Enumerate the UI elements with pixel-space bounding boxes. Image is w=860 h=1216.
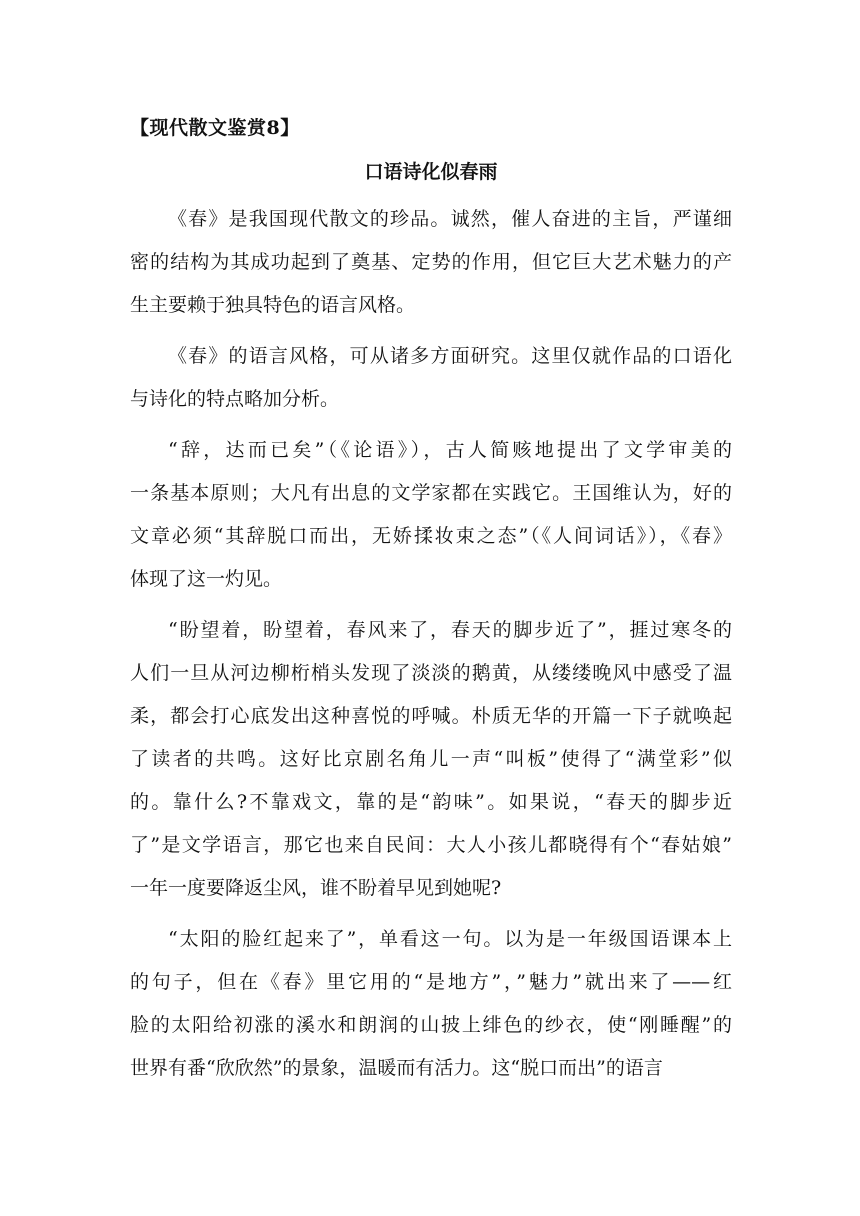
document-body xyxy=(130,108,732,1098)
text-line: 一条基本原则；大凡有出息的文学家都在实践它。王国维认为，好的 xyxy=(130,482,732,504)
article-paragraphs xyxy=(130,198,732,1090)
text-line: 了”是文学语言，那它也来自民间：大人小孩儿都晓得有个“春姑娘” xyxy=(130,834,732,856)
paragraph xyxy=(130,609,732,910)
text-line: “盼望着，盼望着，春风来了，春天的脚步近了”，捱过寒冬的 xyxy=(168,619,732,641)
paragraph xyxy=(130,335,732,421)
text-line: 《春》是我国现代散文的珍品。诚然，催人奋进的主旨，严谨细 xyxy=(168,208,732,230)
text-line: 柔，都会打心底发出这种喜悦的呼喊。朴质无华的开篇一下子就唤起 xyxy=(130,705,732,727)
text-line: 体现了这一灼见。 xyxy=(130,568,283,590)
text-line: 《春》的语言风格，可从诸多方面研究。这里仅就作品的口语化 xyxy=(168,345,732,367)
section-heading: 【现代散文鉴赏8】 xyxy=(130,117,300,139)
text-line: 生主要赖于独具特色的语言风格。 xyxy=(130,294,416,316)
text-line: 文章必须“其辞脱口而出，无娇揉妆束之态”（《人间词话》），《春》 xyxy=(130,525,732,547)
text-line: 人们一旦从河边柳桁梢头发现了淡淡的鹅黄，从缕缕晚风中感受了温 xyxy=(130,662,732,684)
text-line: 的。靠什么?不靠戏文，靠的是“韵味”。如果说，“春天的脚步近 xyxy=(130,791,732,813)
text-line: 世界有番“欣欣然”的景象，温暖而有活力。这“脱口而出”的语言 xyxy=(130,1057,663,1079)
text-line: 了读者的共鸣。这好比京剧名角儿一声“叫板”使得了“满堂彩”似 xyxy=(130,748,732,770)
article-title: 口语诗化似春雨 xyxy=(364,161,498,183)
paragraph xyxy=(130,429,732,601)
text-line: “太阳的脸红起来了”，单看这一句。以为是一年级国语课本上 xyxy=(168,928,732,950)
paragraph xyxy=(130,198,732,327)
text-line: 密的结构为其成功起到了奠基、定势的作用，但它巨大艺术魅力的产 xyxy=(130,251,732,273)
text-line: 与诗化的特点略加分析。 xyxy=(130,388,340,410)
paragraph xyxy=(130,918,732,1090)
text-line: 脸的太阳给初涨的溪水和朗润的山披上绯色的纱衣，使“刚睡醒”的 xyxy=(130,1014,732,1036)
text-line: 一年一度要降返尘风，谁不盼着早见到她呢? xyxy=(130,877,502,899)
text-line: “辞，达而已矣”（《论语》），古人简赅地提出了文学审美的 xyxy=(168,439,732,461)
text-line: 的句子，但在《春》里它用的“是地方”，”魅力”就出来了——红 xyxy=(130,971,732,993)
